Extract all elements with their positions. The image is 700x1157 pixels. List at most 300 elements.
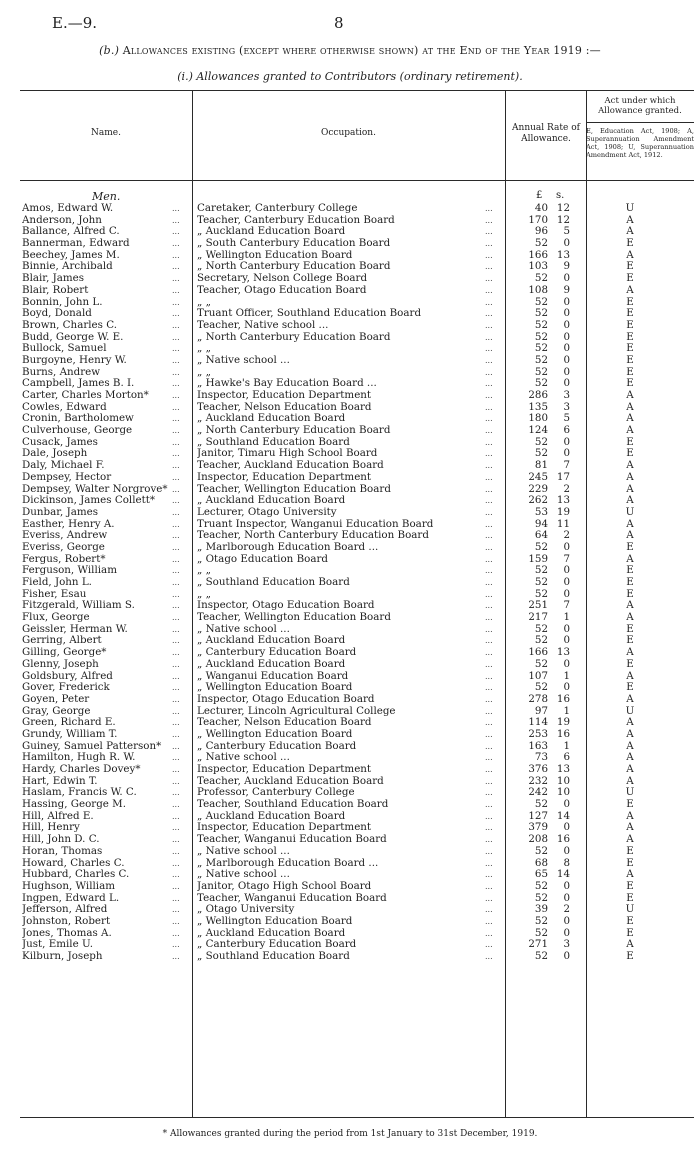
- table-row: [0, 939, 700, 951]
- leader-dots: ...: [172, 659, 180, 669]
- leader-dots: ...: [172, 367, 180, 377]
- row-occupation: „ Southland Education Board: [197, 436, 350, 448]
- leader-dots: ...: [172, 472, 180, 482]
- row-occupation: Inspector, Otago Education Board: [197, 600, 375, 612]
- row-name: Horan, Thomas: [22, 845, 103, 857]
- row-pounds: 52: [534, 330, 548, 343]
- leader-dots: ...: [485, 800, 493, 810]
- row-name: Hart, Edwin T.: [22, 775, 98, 787]
- row-name: Hughson, William: [22, 880, 115, 892]
- row-name: Fisher, Esau: [22, 588, 87, 600]
- table-row: [0, 554, 700, 566]
- row-name: Cowles, Edward: [22, 401, 107, 413]
- leader-dots: ...: [485, 542, 493, 552]
- leader-dots: ...: [485, 823, 493, 833]
- table-row: [0, 367, 700, 379]
- row-act: E: [626, 272, 634, 285]
- leader-dots: ...: [485, 683, 493, 693]
- leader-dots: ...: [485, 285, 493, 295]
- table-row: [0, 799, 700, 811]
- row-shillings: 10: [556, 774, 570, 787]
- row-occupation: Inspector, Education Department: [197, 822, 372, 834]
- row-pounds: 242: [528, 786, 548, 799]
- row-pounds: 52: [534, 342, 548, 355]
- leader-dots: ...: [172, 905, 180, 915]
- row-occupation: „ Auckland Education Board: [197, 495, 346, 507]
- leader-dots: ...: [172, 309, 180, 319]
- row-act: U: [625, 903, 635, 916]
- row-occupation: Teacher, Nelson Education Board: [197, 717, 372, 729]
- row-act: A: [626, 692, 634, 705]
- allowance-table-body: [0, 203, 700, 963]
- row-act: E: [626, 587, 634, 600]
- row-act: A: [626, 470, 634, 483]
- table-subtitle: (i.) Allowances granted to Contributors (ordinary retirement).: [177, 70, 523, 83]
- leader-dots: ...: [172, 531, 180, 541]
- row-pounds: 68: [534, 856, 548, 869]
- leader-dots: ...: [172, 566, 180, 576]
- table-row: [0, 402, 700, 414]
- leader-dots: ...: [172, 227, 180, 237]
- row-shillings: 7: [563, 552, 570, 565]
- row-name: Hill, John D. C.: [22, 834, 100, 846]
- table-row: [0, 343, 700, 355]
- table-row: [0, 577, 700, 589]
- row-act: A: [626, 225, 634, 238]
- row-pounds: 286: [528, 389, 548, 401]
- row-pounds: 127: [528, 809, 548, 822]
- leader-dots: ...: [172, 332, 180, 342]
- row-act: A: [626, 424, 634, 437]
- row-occupation: „ Native school ...: [197, 845, 290, 857]
- row-occupation: Teacher, Canterbury Education Board: [197, 214, 395, 226]
- leader-dots: ...: [172, 215, 180, 225]
- leader-dots: ...: [172, 578, 180, 587]
- leader-dots: ...: [172, 858, 180, 868]
- row-act: E: [626, 237, 634, 250]
- row-act: A: [626, 599, 634, 612]
- leader-dots: ...: [172, 928, 180, 938]
- row-shillings: 8: [563, 856, 570, 869]
- row-act: E: [626, 879, 634, 892]
- row-shillings: 5: [563, 412, 570, 425]
- table-row: [0, 484, 700, 496]
- row-shillings: 0: [563, 295, 570, 308]
- row-name: Dickinson, James Collett*: [22, 495, 156, 507]
- row-name: Guiney, Samuel Patterson*: [22, 740, 162, 752]
- leader-dots: ...: [172, 765, 180, 774]
- leader-dots: ...: [172, 636, 180, 646]
- row-name: Blair, James: [22, 273, 85, 285]
- table-row: [0, 542, 700, 554]
- row-pounds: 52: [534, 435, 548, 448]
- table-row: [0, 741, 700, 753]
- row-pounds: 53: [534, 505, 548, 518]
- leader-dots: ...: [172, 671, 180, 681]
- row-shillings: 0: [563, 914, 570, 927]
- table-row: [0, 752, 700, 764]
- row-shillings: 13: [556, 763, 570, 775]
- leader-dots: ...: [172, 449, 180, 459]
- row-pounds: 96: [534, 225, 548, 238]
- row-act: E: [626, 914, 634, 927]
- row-name: Anderson, John: [22, 214, 102, 226]
- row-occupation: „ Auckland Education Board: [197, 658, 346, 670]
- row-act: A: [626, 213, 634, 226]
- row-occupation: Teacher, Auckland Education Board: [197, 775, 384, 787]
- leader-dots: ...: [172, 694, 180, 704]
- leader-dots: ...: [485, 694, 493, 704]
- leader-dots: ...: [172, 683, 180, 693]
- row-pounds: 52: [534, 307, 548, 320]
- row-pounds: 232: [528, 774, 548, 787]
- row-shillings: 5: [563, 225, 570, 238]
- row-occupation: „ „: [197, 588, 211, 600]
- leader-dots: ...: [172, 952, 180, 961]
- row-occupation: „ „: [197, 565, 211, 577]
- row-pounds: 52: [534, 272, 548, 285]
- leader-dots: ...: [485, 671, 493, 681]
- row-pounds: 253: [528, 727, 548, 740]
- unit-pounds: £: [536, 190, 543, 201]
- row-name: Dale, Joseph: [22, 448, 88, 460]
- leader-dots: ...: [485, 496, 493, 506]
- row-occupation: Janitor, Timaru High School Board: [197, 448, 378, 460]
- leader-dots: ...: [172, 554, 180, 564]
- leader-dots: ...: [172, 402, 180, 412]
- row-shillings: 7: [563, 459, 570, 472]
- row-name: Amos, Edward W.: [22, 203, 114, 214]
- table-row: [0, 589, 700, 601]
- table-row: [0, 624, 700, 636]
- row-act: A: [626, 833, 634, 846]
- table-row: [0, 378, 700, 390]
- table-row: [0, 928, 700, 940]
- row-act: U: [625, 786, 635, 799]
- row-occupation: „ Auckland Education Board: [197, 226, 346, 238]
- leader-dots: ...: [172, 753, 180, 763]
- row-occupation: „ Marlborough Education Board ...: [197, 541, 379, 553]
- table-row: [0, 472, 700, 484]
- row-pounds: 103: [528, 260, 548, 273]
- row-occupation: „ North Canterbury Education Board: [197, 425, 391, 437]
- leader-dots: ...: [485, 566, 493, 576]
- row-name: Cronin, Bartholomew: [22, 413, 134, 425]
- row-name: Hubbard, Charles C.: [22, 869, 130, 881]
- row-pounds: 229: [528, 482, 548, 495]
- row-occupation: „ Auckland Education Board: [197, 635, 346, 647]
- row-shillings: 0: [563, 365, 570, 378]
- row-pounds: 40: [534, 202, 548, 214]
- row-shillings: 0: [563, 435, 570, 448]
- row-shillings: 1: [563, 611, 570, 624]
- leader-dots: ...: [485, 554, 493, 564]
- row-name: Gover, Frederick: [22, 682, 110, 694]
- row-name: Blair, Robert: [22, 284, 89, 296]
- leader-dots: ...: [172, 285, 180, 295]
- leader-dots: ...: [172, 706, 180, 716]
- row-name: Hill, Henry: [22, 822, 80, 834]
- row-pounds: 52: [534, 926, 548, 939]
- row-occupation: Teacher, Wellington Education Board: [197, 483, 391, 495]
- row-name: Daly, Michael F.: [22, 460, 105, 472]
- row-name: Johnston, Robert: [22, 915, 111, 927]
- row-name: Ingpen, Edward L.: [22, 892, 120, 904]
- row-shillings: 16: [556, 833, 570, 846]
- row-occupation: Teacher, Wanganui Education Board: [197, 892, 387, 904]
- act-legend-note: E, Education Act, 1908; A, Superannuation Amendment Act, 1908; U, Superannuation Amendment Act, 1912.: [586, 127, 694, 159]
- row-shillings: 0: [563, 576, 570, 588]
- leader-dots: ...: [485, 729, 493, 739]
- leader-dots: ...: [485, 320, 493, 330]
- table-row: [0, 320, 700, 332]
- row-act: A: [626, 529, 634, 542]
- table-title: [0, 44, 700, 57]
- row-pounds: 217: [528, 611, 548, 624]
- row-pounds: 52: [534, 914, 548, 927]
- row-shillings: 0: [563, 272, 570, 285]
- row-pounds: 52: [534, 353, 548, 366]
- leader-dots: ...: [172, 379, 180, 389]
- table-top-rule: [20, 90, 694, 91]
- row-name: Hill, Alfred E.: [22, 810, 94, 822]
- row-occupation: „ Wellington Education Board: [197, 915, 353, 927]
- row-pounds: 163: [528, 739, 548, 752]
- row-name: Haslam, Francis W. C.: [22, 787, 137, 799]
- leader-dots: ...: [485, 227, 493, 237]
- row-shillings: 0: [563, 540, 570, 553]
- row-act: E: [626, 576, 634, 588]
- row-name: Binnie, Archibald: [22, 261, 113, 273]
- leader-dots: ...: [172, 496, 180, 506]
- leader-dots: ...: [485, 332, 493, 342]
- row-act: E: [626, 330, 634, 343]
- row-act: U: [625, 704, 635, 717]
- row-name: Glenny, Joseph: [22, 658, 99, 670]
- leader-dots: ...: [485, 391, 493, 400]
- leader-dots: ...: [485, 952, 493, 961]
- row-shillings: 10: [556, 786, 570, 799]
- row-occupation: „ Wellington Education Board: [197, 728, 353, 740]
- leader-dots: ...: [172, 800, 180, 810]
- row-shillings: 0: [563, 237, 570, 250]
- row-name: Hardy, Charles Dovey*: [22, 764, 141, 775]
- row-name: Dempsey, Hector: [22, 471, 112, 483]
- row-name: Jones, Thomas A.: [22, 927, 112, 939]
- table-row: [0, 297, 700, 309]
- row-occupation: „ Canterbury Education Board: [197, 647, 357, 659]
- row-occupation: Professor, Canterbury College: [197, 787, 355, 799]
- row-shillings: 2: [563, 482, 570, 495]
- row-act: A: [626, 774, 634, 787]
- row-pounds: 52: [534, 634, 548, 647]
- table-row: [0, 332, 700, 344]
- table-row: [0, 507, 700, 519]
- row-act: E: [626, 844, 634, 857]
- row-act: A: [626, 517, 634, 530]
- table-row: [0, 355, 700, 367]
- page-number: 8: [334, 14, 344, 32]
- row-shillings: 0: [563, 634, 570, 647]
- row-occupation: „ Wanganui Education Board: [197, 670, 349, 682]
- leader-dots: ...: [172, 648, 180, 658]
- row-occupation: „ Auckland Education Board: [197, 927, 346, 939]
- row-shillings: 0: [563, 342, 570, 355]
- row-act: U: [625, 202, 635, 214]
- leader-dots: ...: [172, 262, 180, 272]
- row-occupation: „ Native school ...: [197, 752, 290, 764]
- row-pounds: 52: [534, 377, 548, 390]
- leader-dots: ...: [485, 379, 493, 389]
- leader-dots: ...: [172, 355, 180, 365]
- row-act: E: [626, 798, 634, 811]
- table-row: [0, 425, 700, 437]
- row-occupation: „ Native school ...: [197, 354, 290, 366]
- row-name: Field, John L.: [22, 577, 92, 588]
- row-name: Hamilton, Hugh R. W.: [22, 752, 136, 764]
- act-header-divider: [586, 122, 694, 123]
- table-row: [0, 729, 700, 741]
- leader-dots: ...: [485, 741, 493, 751]
- row-occupation: Teacher, North Canterbury Education Board: [197, 530, 429, 542]
- row-act: E: [626, 657, 634, 670]
- leader-dots: ...: [485, 309, 493, 319]
- row-occupation: „ Auckland Education Board: [197, 810, 346, 822]
- row-pounds: 52: [534, 540, 548, 553]
- row-shillings: 11: [556, 517, 570, 530]
- row-occupation: „ Hawke's Bay Education Board ...: [197, 378, 377, 390]
- leader-dots: ...: [172, 846, 180, 856]
- leader-dots: ...: [172, 729, 180, 739]
- row-name: Green, Richard E.: [22, 717, 116, 729]
- row-name: Flux, George: [22, 612, 90, 624]
- row-pounds: 52: [534, 237, 548, 250]
- column-header-rate: Annual Rate of Allowance.: [512, 123, 580, 144]
- table-row: [0, 226, 700, 238]
- row-pounds: 52: [534, 365, 548, 378]
- leader-dots: ...: [485, 589, 493, 599]
- table-row: [0, 390, 700, 402]
- row-shillings: 13: [556, 494, 570, 507]
- row-name: Boyd, Donald: [22, 308, 92, 320]
- row-name: Fitzgerald, William S.: [22, 600, 135, 612]
- leader-dots: ...: [172, 601, 180, 611]
- row-name: Campbell, James B. I.: [22, 378, 135, 390]
- row-act: A: [626, 552, 634, 565]
- row-pounds: 166: [528, 646, 548, 659]
- leader-dots: ...: [485, 636, 493, 646]
- row-occupation: „ Wellington Education Board: [197, 249, 353, 261]
- row-act: E: [626, 950, 634, 962]
- row-shillings: 13: [556, 646, 570, 659]
- row-act: A: [626, 727, 634, 740]
- row-shillings: 0: [563, 587, 570, 600]
- row-pounds: 52: [534, 657, 548, 670]
- table-row: [0, 846, 700, 858]
- row-act: A: [626, 646, 634, 659]
- row-pounds: 64: [534, 529, 548, 542]
- row-act: A: [626, 248, 634, 261]
- row-name: Gray, George: [22, 705, 91, 717]
- row-shillings: 0: [563, 307, 570, 320]
- row-pounds: 81: [534, 459, 548, 472]
- leader-dots: ...: [485, 870, 493, 880]
- row-occupation: Teacher, Auckland Education Board: [197, 460, 384, 472]
- leader-dots: ...: [485, 916, 493, 926]
- row-name: Burgoyne, Henry W.: [22, 354, 127, 366]
- leader-dots: ...: [172, 426, 180, 436]
- row-name: Beechey, James M.: [22, 249, 120, 261]
- table-row: [0, 787, 700, 799]
- row-name: Goyen, Peter: [22, 693, 90, 705]
- leader-dots: ...: [485, 893, 493, 903]
- row-name: Cusack, James: [22, 436, 98, 448]
- row-shillings: 1: [563, 739, 570, 752]
- leader-dots: ...: [485, 753, 493, 763]
- row-shillings: 17: [556, 470, 570, 483]
- row-shillings: 9: [563, 283, 570, 296]
- row-act: E: [626, 447, 634, 460]
- leader-dots: ...: [485, 344, 493, 354]
- row-name: Culverhouse, George: [22, 425, 133, 437]
- row-occupation: „ Marlborough Education Board ...: [197, 857, 379, 869]
- row-occupation: Secretary, Nelson College Board: [197, 273, 368, 285]
- row-shillings: 0: [563, 798, 570, 811]
- row-act: A: [626, 482, 634, 495]
- leader-dots: ...: [485, 648, 493, 658]
- leader-dots: ...: [172, 881, 180, 891]
- row-occupation: „ North Canterbury Education Board: [197, 331, 391, 343]
- row-occupation: Teacher, Nelson Education Board: [197, 401, 372, 413]
- table-row: [0, 764, 700, 776]
- row-occupation: „ South Canterbury Education Board: [197, 238, 391, 250]
- row-name: Gerring, Albert: [22, 635, 102, 647]
- leader-dots: ...: [485, 484, 493, 494]
- title-prefix: (b.): [99, 44, 120, 57]
- row-pounds: 271: [528, 938, 548, 951]
- row-pounds: 52: [534, 318, 548, 331]
- row-name: Everiss, Andrew: [22, 530, 108, 542]
- leader-dots: ...: [485, 765, 493, 774]
- row-shillings: 0: [563, 657, 570, 670]
- header-bottom-rule: [20, 180, 694, 181]
- row-pounds: 376: [528, 763, 548, 775]
- table-row: [0, 635, 700, 647]
- column-header-name: Name.: [91, 128, 121, 138]
- leader-dots: ...: [485, 461, 493, 471]
- row-act: E: [626, 435, 634, 448]
- row-act: A: [626, 938, 634, 951]
- row-shillings: 0: [563, 447, 570, 460]
- leader-dots: ...: [485, 601, 493, 611]
- leader-dots: ...: [172, 776, 180, 786]
- row-shillings: 0: [563, 821, 570, 834]
- row-shillings: 19: [556, 716, 570, 729]
- leader-dots: ...: [172, 507, 180, 517]
- leader-dots: ...: [485, 846, 493, 856]
- row-act: A: [626, 611, 634, 624]
- table-row: [0, 858, 700, 870]
- row-shillings: 3: [563, 389, 570, 401]
- row-pounds: 52: [534, 587, 548, 600]
- row-act: A: [626, 459, 634, 472]
- table-row: [0, 600, 700, 612]
- leader-dots: ...: [172, 320, 180, 330]
- leader-dots: ...: [485, 297, 493, 307]
- table-row: [0, 776, 700, 788]
- row-act: E: [626, 365, 634, 378]
- leader-dots: ...: [172, 741, 180, 751]
